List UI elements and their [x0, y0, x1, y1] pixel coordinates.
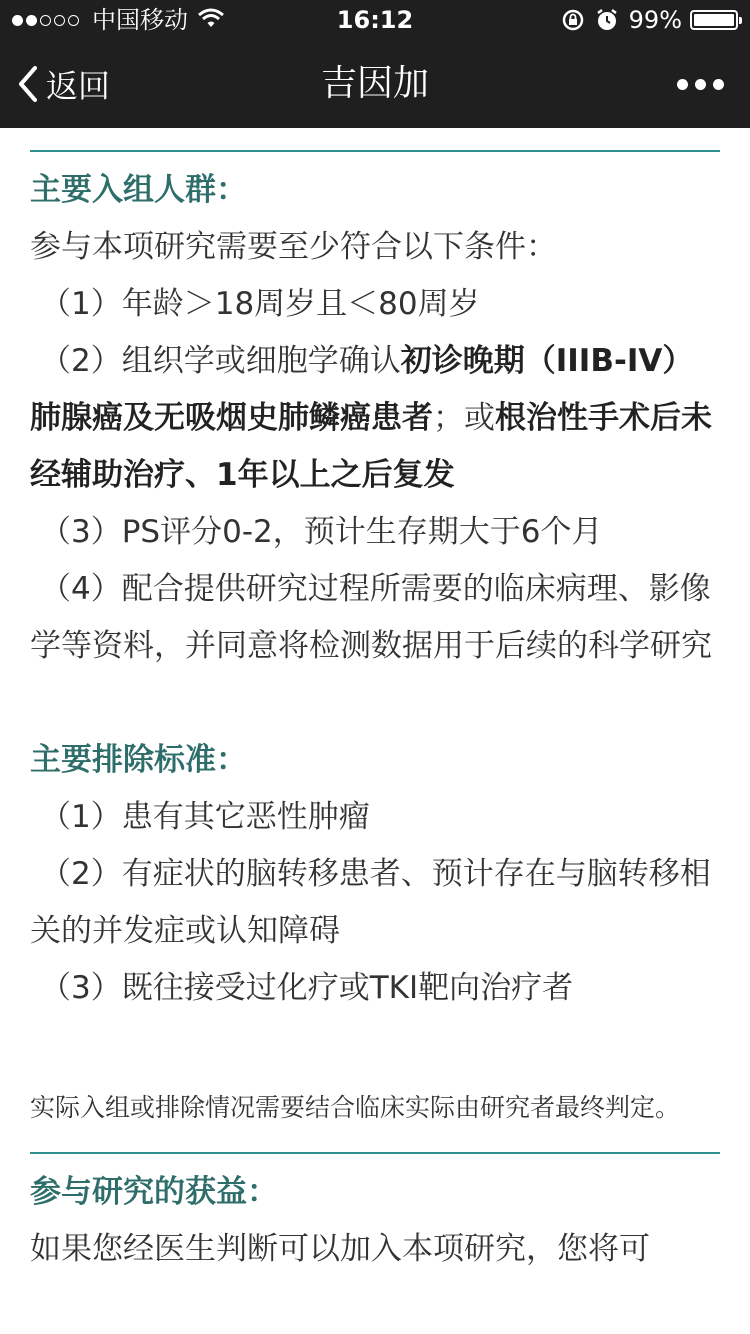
more-options-icon[interactable] — [670, 70, 724, 98]
app-header — [0, 0, 750, 128]
inclusion-item-2-emphasis-2: 根治性手术后未经辅助治疗、1年以上之后复发 — [30, 400, 712, 493]
inclusion-item-2-prefix: （2）组织学或细胞学确认 — [40, 343, 401, 379]
carrier-name: 中国移动 — [92, 6, 188, 34]
alarm-icon — [595, 8, 619, 32]
battery-percent: 99% — [628, 6, 682, 34]
inclusion-item-1: （1）年龄＞18周岁且＜80周岁 — [40, 286, 480, 322]
benefits-heading: 参与研究的获益： — [30, 1174, 278, 1210]
status-bar — [0, 0, 750, 40]
back-label: 返回 — [46, 67, 111, 105]
page-title: 吉因加 — [320, 63, 429, 104]
exclusion-item-3: （3）既往接受过化疗或TKI靶向治疗者 — [40, 970, 574, 1006]
inclusion-item-2-emphasis-1: 初诊晚期（IIIB-IV）肺腺癌及无吸烟史肺鳞癌患者 — [30, 343, 694, 436]
navigation-bar — [0, 40, 750, 128]
inclusion-heading: 主要入组人群： — [30, 172, 247, 208]
battery-icon — [690, 10, 738, 30]
inclusion-intro: 参与本项研究需要至少符合以下条件： — [30, 229, 557, 265]
benefits-text: 如果您经医生判断可以加入本项研究，您将可 — [30, 1231, 650, 1267]
rotation-lock-icon — [561, 8, 585, 32]
article-content — [30, 128, 720, 1278]
exclusion-item-2: （2）有症状的脑转移患者、预计存在与脑转移相关的并发症或认知障碍 — [30, 856, 711, 949]
status-time: 16:12 — [336, 6, 414, 34]
disclaimer-note: 实际入组或排除情况需要结合临床实际由研究者最终判定。 — [30, 1093, 681, 1122]
inclusion-item-2-connector: ；或 — [433, 400, 495, 436]
inclusion-item-3: （3）PS评分0-2，预计生存期大于6个月 — [40, 514, 603, 550]
inclusion-item-2 — [30, 333, 720, 504]
inclusion-item-4: （4）配合提供研究过程所需要的临床病理、影像学等资料，并同意将检测数据用于后续的科学研究 — [30, 571, 712, 664]
exclusion-item-1: （1）患有其它恶性肿瘤 — [40, 799, 370, 835]
exclusion-heading: 主要排除标准： — [30, 742, 247, 778]
